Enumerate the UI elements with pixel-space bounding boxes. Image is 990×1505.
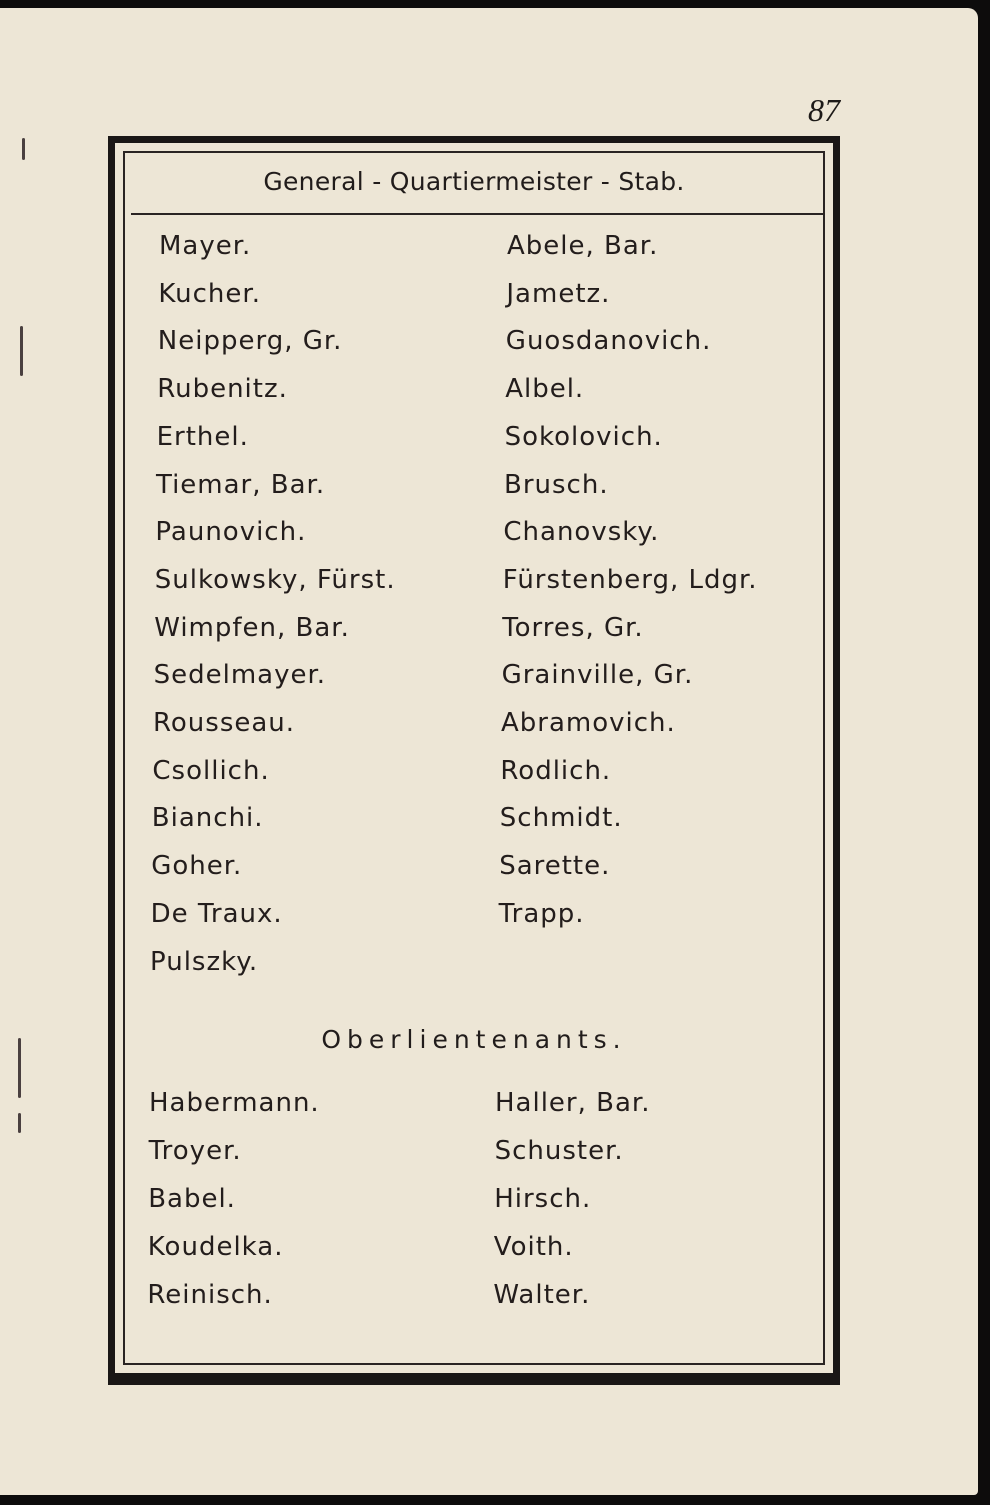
page-title: General - Quartiermeister - Stab. xyxy=(263,167,685,196)
name-entry: Koudelka. xyxy=(147,1232,284,1262)
name-entry: Csollich. xyxy=(152,755,270,786)
name-entry: Chanovsky. xyxy=(503,517,660,548)
name-entry: Sulkowsky, Fürst. xyxy=(154,564,396,595)
name-entry: Rodlich. xyxy=(500,755,612,786)
name-entry: Babel. xyxy=(148,1184,236,1214)
name-entry: Sedelmayer. xyxy=(153,660,327,691)
name-entry: Albel. xyxy=(505,374,585,405)
name-entry: Bianchi. xyxy=(151,803,264,834)
name-entry: Rousseau. xyxy=(153,708,296,738)
gutter-mark xyxy=(18,1113,21,1133)
name-entry: Tiemar, Bar. xyxy=(156,469,326,500)
roster-frame xyxy=(108,136,840,1385)
name-entry: Wimpfen, Bar. xyxy=(154,612,350,643)
book-page xyxy=(0,8,978,1495)
name-entry: Torres, Gr. xyxy=(502,612,644,643)
name-entry: Pulszky. xyxy=(150,946,259,977)
name-entry: Walter. xyxy=(493,1280,591,1310)
name-entry: Abramovich. xyxy=(501,708,676,738)
gutter-mark xyxy=(18,1038,21,1098)
name-entry: Goher. xyxy=(151,851,243,882)
gutter-mark xyxy=(20,326,23,376)
page-number: 87 xyxy=(808,92,840,128)
name-entry: Habermann. xyxy=(149,1088,320,1118)
name-entry: Haller, Bar. xyxy=(495,1088,651,1118)
name-entry: Jametz. xyxy=(506,278,611,309)
name-entry: Mayer. xyxy=(159,231,252,261)
gutter-mark xyxy=(22,138,25,160)
name-entry: Brusch. xyxy=(504,469,609,500)
name-entry: Abele, Bar. xyxy=(507,231,659,261)
name-entry: Kucher. xyxy=(158,278,261,309)
name-entry: Erthel. xyxy=(156,421,249,452)
name-entry: Troyer. xyxy=(148,1136,242,1166)
name-entry: Hirsch. xyxy=(494,1184,592,1214)
name-entry: Paunovich. xyxy=(155,517,307,548)
name-entry: Neipperg, Gr. xyxy=(157,326,343,357)
name-entry: Trapp. xyxy=(498,898,585,929)
name-entry: De Traux. xyxy=(150,898,283,929)
name-entry: Rubenitz. xyxy=(157,374,288,405)
section-title: Oberlientenants. xyxy=(321,1025,627,1054)
name-entry: Sokolovich. xyxy=(504,421,663,452)
name-entry: Grainville, Gr. xyxy=(501,660,694,691)
name-entry: Schuster. xyxy=(494,1136,624,1166)
name-entry: Guosdanovich. xyxy=(505,326,712,357)
name-entry: Fürstenberg, Ldgr. xyxy=(502,564,758,595)
name-entry: Voith. xyxy=(493,1232,574,1262)
name-entry: Sarette. xyxy=(499,851,611,882)
title-divider xyxy=(131,213,825,215)
name-entry: Schmidt. xyxy=(499,803,623,834)
name-entry: Reinisch. xyxy=(147,1280,273,1310)
